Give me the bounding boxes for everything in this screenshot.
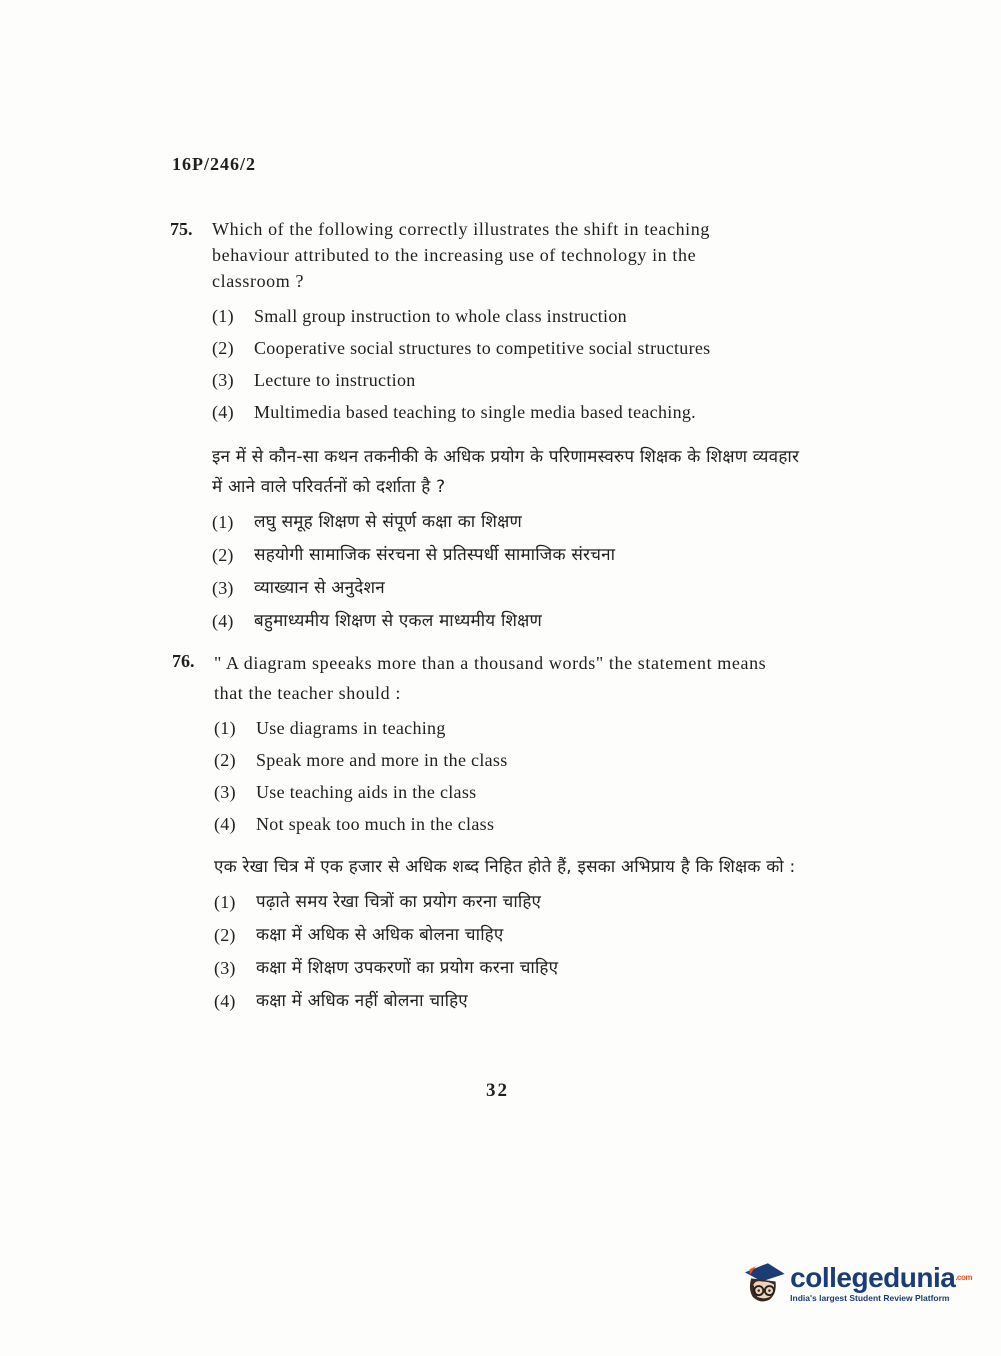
option-text: Lecture to instruction <box>254 370 416 390</box>
option-number: (3) <box>212 578 234 598</box>
option-2 <box>214 744 772 776</box>
option-number: (2) <box>212 338 234 358</box>
question-76 <box>172 648 796 1018</box>
paper-code: 16P/246/2 <box>172 154 256 174</box>
option-number: (2) <box>212 545 234 565</box>
option-text: लघु समूह शिक्षण से संपूर्ण कक्षा का शिक्षण <box>254 512 523 532</box>
option-number: (1) <box>214 892 236 912</box>
option-4 <box>214 808 772 840</box>
option-text: Use diagrams in teaching <box>256 718 446 738</box>
option-text: कक्षा में शिक्षण उपकरणों का प्रयोग करना चाहिए <box>256 958 559 978</box>
option-text: सहयोगी सामाजिक संरचना से प्रतिस्पर्धी सामाजिक संरचना <box>254 545 616 565</box>
option-number: (3) <box>214 782 236 802</box>
brand-domain: .com <box>955 1273 972 1282</box>
brand-tagline: India's largest Student Review Platform <box>790 1293 950 1303</box>
brand-name: collegedunia$^{.com}$ <box>790 1262 972 1293</box>
hindi-option-3 <box>212 572 770 605</box>
hindi-question-text: इन में से कौन-सा कथन तकनीकी के अधिक प्रयोग के परिणामस्वरुप शिक्षक के शिक्षण व्यवहार में आने वाले परिवर्तनों को दर्शाता है ? <box>212 447 800 497</box>
option-4 <box>212 396 770 428</box>
hindi-option-1 <box>214 886 772 919</box>
option-number: (3) <box>212 370 234 390</box>
question-number: 76. <box>172 651 195 671</box>
option-number: (2) <box>214 925 236 945</box>
option-text: Small group instruction to whole class instruction <box>254 306 627 326</box>
page-number: 32 <box>486 1080 509 1101</box>
option-text: Not speak too much in the class <box>256 814 495 834</box>
option-text: कक्षा में अधिक नहीं बोलना चाहिए <box>256 991 468 1011</box>
hindi-option-2 <box>214 919 772 952</box>
option-number: (1) <box>214 718 236 738</box>
option-text: Multimedia based teaching to single media based teaching. <box>254 402 696 422</box>
question-number: 75. <box>170 219 193 239</box>
question-text: Which of the following correctly illustrates the shift in teaching behaviour attributed to the increasing use of technology in the classroom ? <box>212 219 710 291</box>
option-text: पढ़ाते समय रेखा चित्रों का प्रयोग करना चाहिए <box>256 892 542 912</box>
hindi-question-text: एक रेखा चित्र में एक हजार से अधिक शब्द निहित होते हैं, इसका अभिप्राय है कि शिक्षक को : <box>214 857 796 877</box>
option-number: (1) <box>212 512 234 532</box>
hindi-option-3 <box>214 952 772 985</box>
hindi-option-1 <box>212 506 770 539</box>
option-1 <box>212 300 770 332</box>
option-number: (4) <box>212 402 234 422</box>
hindi-option-4 <box>212 605 770 638</box>
option-text: बहुमाध्यमीय शिक्षण से एकल माध्यमीय शिक्षण <box>254 611 543 631</box>
option-number: (4) <box>212 611 234 631</box>
graduate-mascot-icon <box>742 1251 786 1315</box>
option-text: Speak more and more in the class <box>256 750 508 770</box>
option-number: (4) <box>214 814 236 834</box>
hindi-option-2 <box>212 539 770 572</box>
option-number: (3) <box>214 958 236 978</box>
option-text: कक्षा में अधिक से अधिक बोलना चाहिए <box>256 925 504 945</box>
option-2 <box>212 332 770 364</box>
option-number: (1) <box>212 306 234 326</box>
hindi-option-4 <box>214 985 772 1018</box>
question-75 <box>170 216 800 638</box>
option-3 <box>212 364 770 396</box>
option-number: (4) <box>214 991 236 1011</box>
option-text: Cooperative social structures to competitive social structures <box>254 338 711 358</box>
option-3 <box>214 776 772 808</box>
question-text: " A diagram speeaks more than a thousand words" the statement means that the teacher should : <box>214 653 767 703</box>
option-text: Use teaching aids in the class <box>256 782 477 802</box>
option-1 <box>214 712 772 744</box>
collegedunia-watermark <box>742 1248 972 1318</box>
option-number: (2) <box>214 750 236 770</box>
option-text: व्याख्यान से अनुदेशन <box>254 578 385 598</box>
